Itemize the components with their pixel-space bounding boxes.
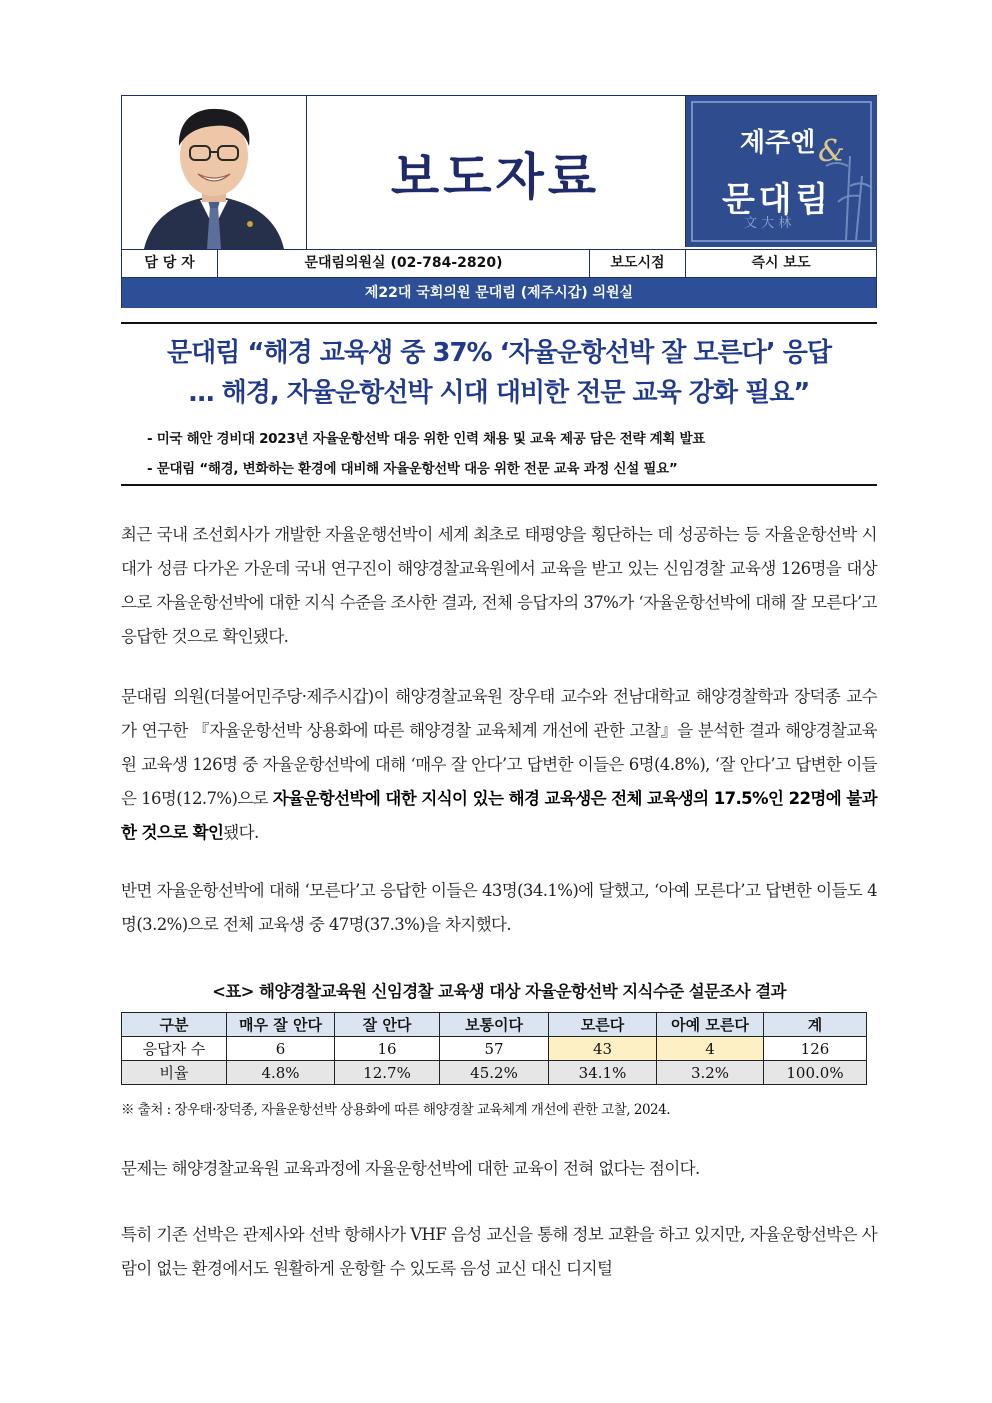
table-header-row (122, 1013, 867, 1037)
contact-row (122, 249, 876, 278)
table-row-respondents (122, 1037, 867, 1061)
table-header-cell: 모른다 (549, 1013, 657, 1037)
paragraph-1: 최근 국내 조선회사가 개발한 자율운행선박이 세계 최초로 태평양을 횡단하는 데 성공하는 등 자율운항선박 시대가 성큼 다가온 가운데 국내 연구진이 해양경찰교육원에서 교육을 받고 있는 신임경찰 교육생 126명을 대상으로 자율운항선박에 대한 지식 수준을 조사한 결과, 전체 응답자의 37%가 ‘자율운항선박에 대해 잘 모른다’고 응답한 것으로 확인됐다. (121, 525, 877, 646)
contact-value: 문대림의원실 (02-784-2820) (218, 249, 590, 277)
table-header-cell: 잘 안다 (335, 1013, 440, 1037)
table-header-cell: 보통이다 (440, 1013, 549, 1037)
table-source-note: ※ 출처 : 장우태·장덕종, 자율운항선박 상용화에 따른 해양경찰 교육체계 개선에 관한 고찰, 2024. (121, 1102, 670, 1118)
table-cell: 응답자 수 (122, 1037, 227, 1061)
contact-label: 담 당 자 (122, 249, 218, 277)
table-header-cell: 구분 (122, 1013, 227, 1037)
logo-tagline: 제주엔 (740, 128, 816, 158)
table-cell: 4.8% (227, 1061, 335, 1085)
table-header-cell: 계 (764, 1013, 867, 1037)
table-header-cell: 아예 모른다 (657, 1013, 764, 1037)
paragraph-4: 문제는 해양경찰교육원 교육과정에 자율운항선박에 대한 교육이 전혀 없다는 점이다. (121, 1159, 700, 1178)
headline-line-1: 문대림 “해경 교육생 중 37% ‘자율운항선박 잘 모른다’ 응답 (167, 338, 831, 368)
paragraph-2 (121, 680, 877, 850)
release-time-value: 즉시 보도 (751, 255, 811, 271)
release-time-label: 보도시점 (590, 249, 686, 277)
logo-hanja: 文 大 林 (744, 216, 792, 231)
headline-line-2: … 해경, 자율운항선박 시대 대비한 전문 교육 강화 필요” (188, 378, 810, 408)
table-cell-highlight: 4 (657, 1037, 764, 1061)
table-cell: 57 (440, 1037, 549, 1061)
table-cell: 34.1% (549, 1061, 657, 1085)
survey-table (121, 1012, 867, 1085)
table-cell: 100.0% (764, 1061, 867, 1085)
logo-ampersand: & (818, 134, 845, 169)
subheadline-1: - 미국 해안 경비대 2023년 자율운항선박 대응 위한 인력 채용 및 교육 제공 담은 전략 계획 발표 (147, 431, 706, 447)
table-caption: <표> 해양경찰교육원 신임경찰 교육생 대상 자율운항선박 지식수준 설문조사 결과 (212, 982, 786, 1001)
table-cell: 126 (764, 1037, 867, 1061)
portrait-image (122, 96, 306, 249)
paragraph-3: 반면 자율운항선박에 대해 ‘모른다’고 응답한 이들은 43명(34.1%)에 달했고, ‘아예 모른다’고 답변한 이들도 4명(3.2%)으로 전체 교육생 중 47명(37.3%)을 차지했다. (121, 881, 877, 934)
table-cell: 45.2% (440, 1061, 549, 1085)
logo-name: 문 대 림 (722, 180, 825, 220)
subheadline-2: - 문대림 “해경, 변화하는 환경에 대비해 자율운항선박 대응 위한 전문 교육 과정 신설 필요” (147, 461, 678, 477)
press-header (121, 95, 877, 308)
table-cell: 6 (227, 1037, 335, 1061)
press-release-title: 보도자료 (390, 147, 601, 206)
paragraph-2-emphasis: 자율운항선박에 대한 지식이 있는 해경 교육생은 전체 교육생의 17.5%인 22명에 불과한 것으로 확인 (121, 789, 877, 842)
table-cell: 3.2% (657, 1061, 764, 1085)
paragraph-2-end: 됐다. (223, 823, 259, 842)
table-cell: 16 (335, 1037, 440, 1061)
lawmaker-portrait (122, 96, 307, 249)
jeju-logo (685, 96, 877, 247)
paragraph-2-text: 문대림 의원(더불어민주당·제주시갑)이 해양경찰교육원 장우태 교수와 전남대학교 해양경찰학과 장덕종 교수가 연구한 『자율운항선박 상용화에 따른 해양경찰 교육체계 개선에 관한 고찰』을 분석한 결과 해양경찰교육원 교육생 126명 중 자율운항선박에 대해 ‘매우 잘 안다’고 답변한 이들은 6명(4.8%), ‘잘 안다’고 답변한 이들은 16명(12.7%)으로 (121, 687, 877, 808)
table-cell-highlight: 43 (549, 1037, 657, 1061)
paragraph-5: 특히 기존 선박은 관제사와 선박 항해사가 VHF 음성 교신을 통해 정보 교환을 하고 있지만, 자율운항선박은 사람이 없는 환경에서도 원활하게 운항할 수 있도록 음성 교신 대신 디지털 (121, 1225, 877, 1278)
header-top-row (122, 96, 876, 250)
table-cell: 12.7% (335, 1061, 440, 1085)
office-banner: 제22대 국회의원 문대림 (제주시갑) 의원실 (122, 278, 876, 308)
table-cell: 비율 (122, 1061, 227, 1085)
table-row-ratio (122, 1061, 867, 1085)
table-header-cell: 매우 잘 안다 (227, 1013, 335, 1037)
press-release-title-cell (306, 96, 685, 249)
headline-box (121, 322, 877, 486)
